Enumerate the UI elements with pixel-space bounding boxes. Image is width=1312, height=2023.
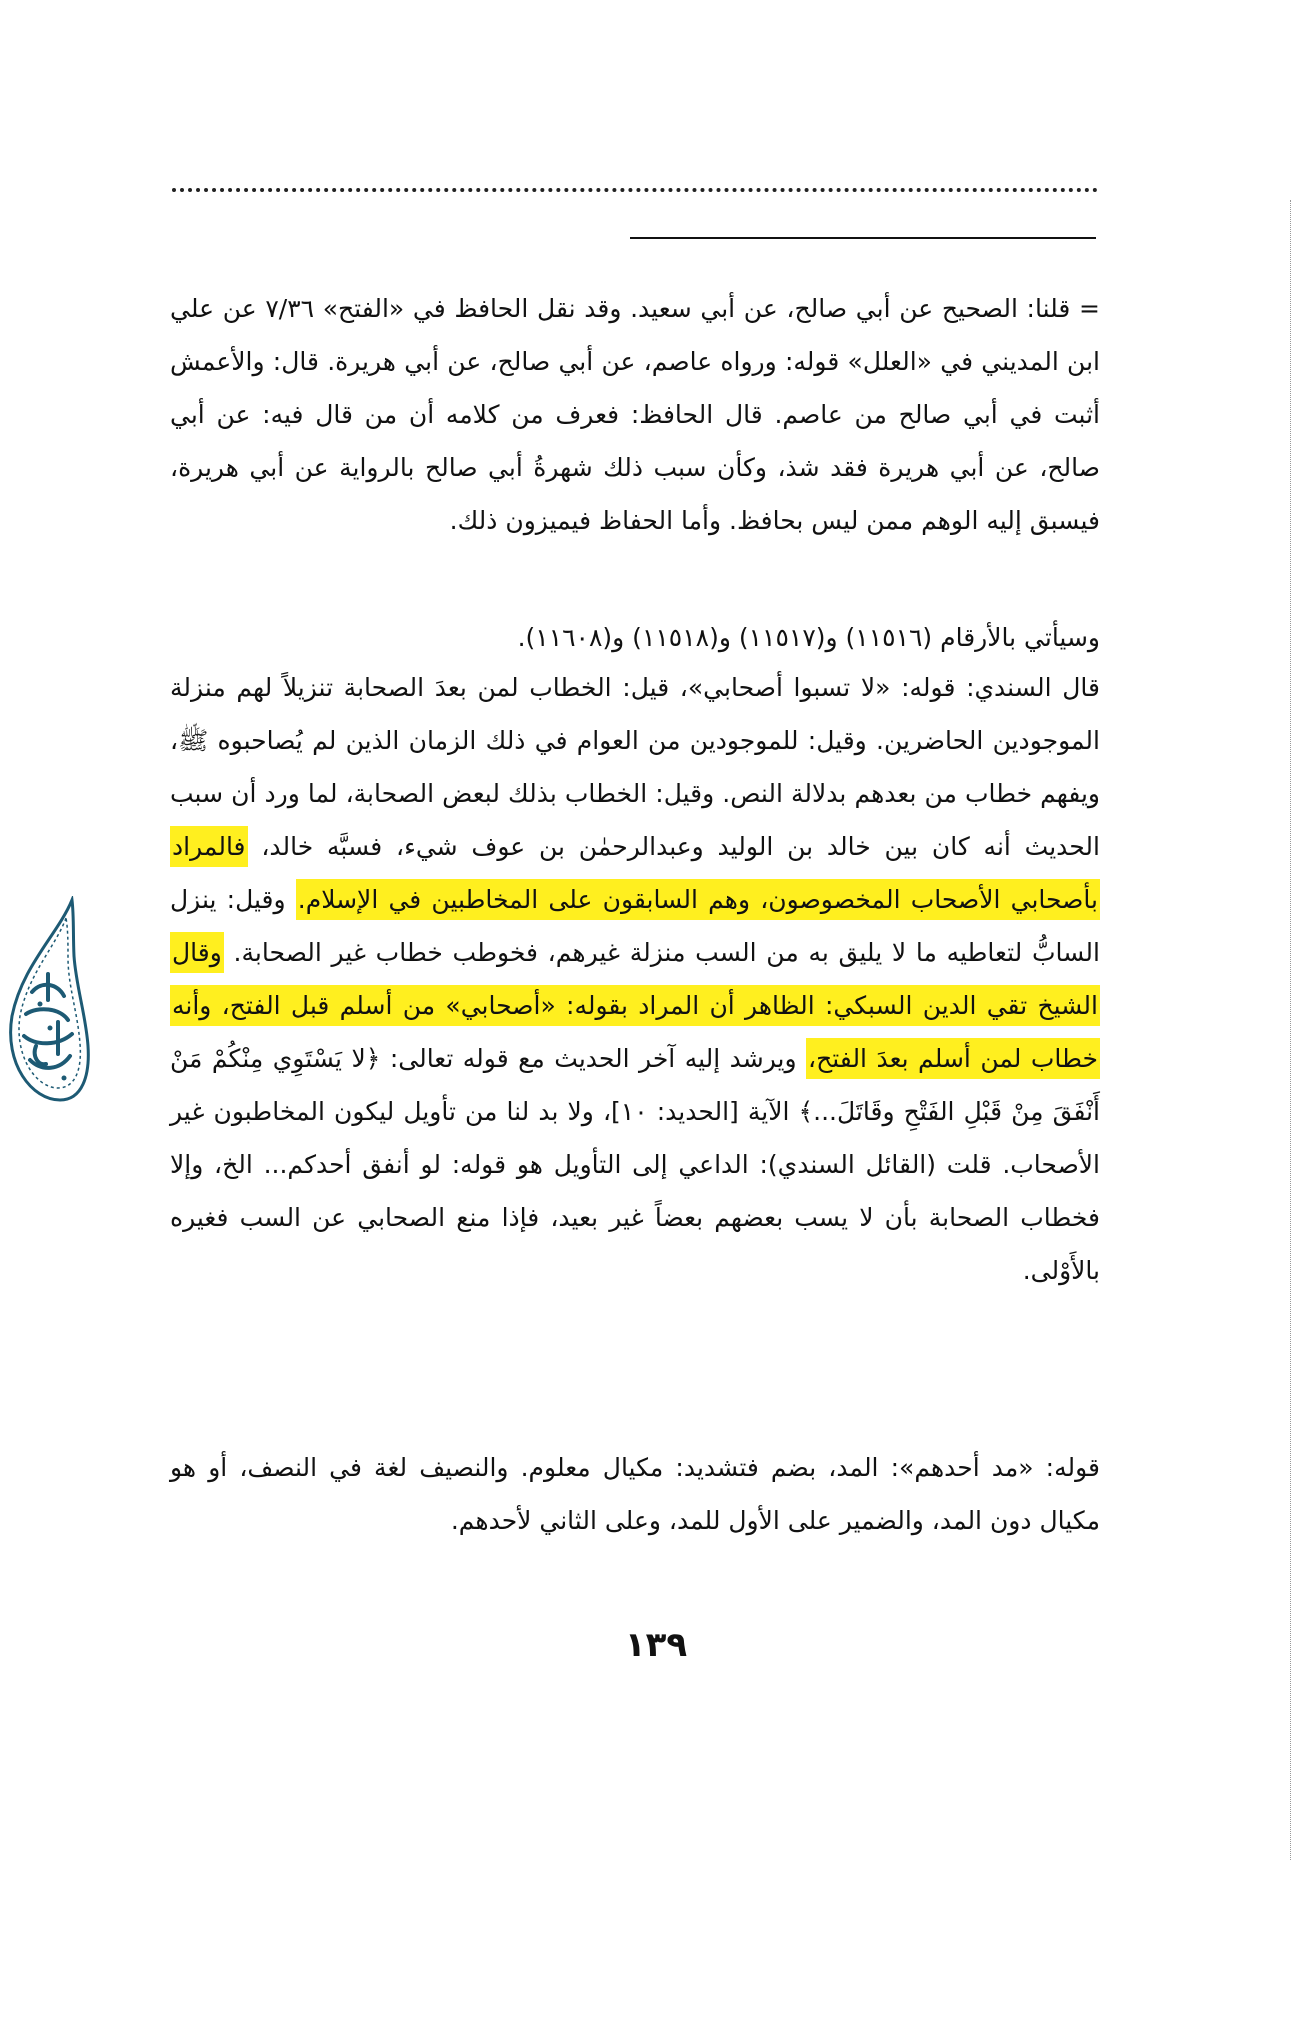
footnote-text-4: قوله: «مد أحدهم»: المد، بضم فتشديد: مكيال معلوم. والنصيف لغة في النصف، أو هو مكيال دون المد، والضمير على الأول للمد، وعلى الثاني لأحدهم. [170, 1453, 1100, 1535]
highlighted-text-2: وقال الشيخ تقي الدين السبكي: الظاهر أن المراد بقوله: «أصحابي» من أسلم قبل الفتح، وأنه خطاب لمن أسلم بعدَ الفتح، [170, 932, 1100, 1079]
footnote-rule [630, 237, 1096, 239]
footnote-text-2: وسيأتي بالأرقام (١١٥١٦) و(١١٥١٧) و(١١٥١٨) و(١١٦٠٨). [517, 623, 1100, 652]
footnote-paragraph-2 [170, 611, 1100, 664]
highlighted-text-1: فالمراد بأصحابي الأصحاب المخصوصون، وهم السابقون على المخاطبين في الإسلام. [170, 826, 1100, 920]
footnote-text-1: = قلنا: الصحيح عن أبي صالح، عن أبي سعيد. وقد نقل الحافظ في «الفتح» ٧/٣٦ عن علي ابن المديني في «العلل» قوله: ورواه عاصم، عن أبي صالح، عن أبي هريرة. قال: والأعمش أثبت في أبي صالح من عاصم. قال الحافظ: فعرف من كلامه أن من قال فيه: عن أبي صالح، عن أبي هريرة فقد شذ، وكأن سبب ذلك شهرةُ أبي صالح بالرواية عن أبي هريرة، فيسبق إليه الوهم ممن ليس بحافظ. وأما الحفاظ فيميزون ذلك. [170, 294, 1100, 535]
commentary-middle-text: وقيل: ينزل السابُّ لتعاطيه ما لا يليق به من السب منزلة غيرهم، فخوطب خطاب غير الصحابة. [170, 885, 1100, 967]
page-number: ١٣٩ [624, 1625, 688, 1665]
calligraphy-drop-logo-icon [2, 896, 92, 1106]
dotted-separator [172, 188, 1098, 196]
footnote-text-3 [170, 661, 1100, 1297]
page-edge-line [1290, 200, 1291, 1860]
footnote-paragraph-3 [170, 661, 1100, 1297]
footnote-paragraph-4 [170, 1441, 1100, 1547]
footnote-paragraph-1 [170, 282, 1100, 547]
sindi-commentary-text: قال السندي: قوله: «لا تسبوا أصحابي»، قيل: الخطاب لمن بعدَ الصحابة تنزيلاً لهم منزلة الموجودين الحاضرين. وقيل: للموجودين من العوام في ذلك الزمان الذين لم يُصاحبوه ﷺ، ويفهم خطاب من بعدهم بدلالة النص. وقيل: الخطاب بذلك لبعض الصحابة، لما ورد أن سبب الحديث أنه كان بين خالد بن الوليد وعبدالرحمٰن بن عوف شيء، فسبَّه خالد، [170, 673, 1100, 861]
commentary-end-text: ويرشد إليه آخر الحديث مع قوله تعالى: ﴿لا يَسْتَوِي مِنْكُمْ مَنْ أَنْفَقَ مِنْ قَبْلِ الفَتْحِ وقَاتَلَ...﴾ الآية [الحديد: ١٠]، ولا بد لنا من تأويل ليكون المخاطبون غير الأصحاب. قلت (القائل السندي): الداعي إلى التأويل هو قوله: لو أنفق أحدكم... الخ، وإلا فخطاب الصحابة بأن لا يسب بعضهم بعضاً غير بعيد، فإذا منع الصحابي عن السب فغيره بالأَوْلى. [170, 1044, 1100, 1285]
